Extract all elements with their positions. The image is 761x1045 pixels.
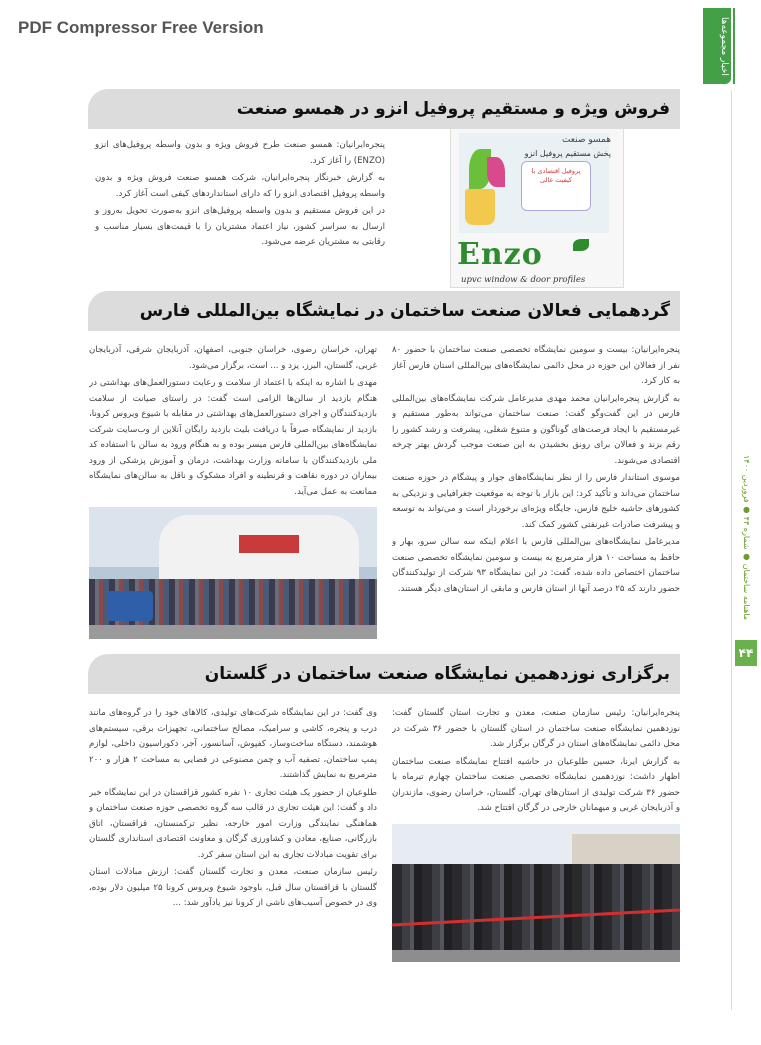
enzo-ad: [450, 128, 624, 288]
paragraph: مهدی با اشاره به اینکه با اعتماد از سلامت و رعایت دستورالعمل‌های بهداشتی در هنگام بازدید از سالن‌ها الزامی است گفت: در راستای صیانت از سلامت بازدیدکنندگان و اجرای دستورالعمل‌های بهداشتی در مقابله با شیوع ویروس کرونا، بازدید از نمایشگاه صرفاً با دریافت بلیت بازدید رایگان آنلاین از وب‌سایت شرکت نمایشگاه‌های بین‌المللی فارس میسر بوده و به هنگام ورود به سالن با استفاده کد ملی بازدیدکنندگان با سامانه وزارت بهداشت، درمان و آموزش پزشکی از ورود بیماران در دوره نقاهت و قرنطینه و افراد مشکوک و ناقل به سالن‌های نمایشگاه ممانعت به عمل می‌آید.: [89, 378, 377, 497]
photo-ground: [89, 625, 377, 639]
ad-poster-title: همسو صنعت: [561, 135, 611, 145]
paragraph: رئیس سازمان صنعت، معدن و تجارت گلستان گفت: ارزش مبادلات استان گلستان با قزاقستان سال قبل، باوجود شیوع ویروس کرونا ۲۵ میلیون دلار بوده، وی در خصوص آسیب‌های ناشی از کرونا نیز یادآور شد: ...: [89, 867, 377, 908]
ribbon-cutting-photo: [392, 824, 680, 962]
paragraph: به گزارش ایرنا، حسین طلوعیان در حاشیه افتتاح نمایشگاه صنعت ساختمان اظهار داشت: نوزدهمین نمایشگاه تخصصی صنعت ساختمان چهارم تیرماه با حضور ۳۶ شرکت تولیدی از استان‌های تهران، گلستان، خراسان رضوی، مازندران و آذربایجان غربی و میهمانان خارجی در گرگان افتتاح شد.: [392, 756, 680, 813]
article2-col-right: [392, 343, 680, 643]
article1-title: فروش ویژه و مستقیم پروفیل انزو در همسو صنعت: [236, 99, 670, 119]
side-rule: [731, 90, 732, 1010]
ad-pot: [465, 189, 495, 225]
article1-banner: [88, 89, 680, 129]
section-tab-label: اخبار مجموعه‌ها: [719, 16, 729, 76]
paragraph: طلوعیان از حضور یک هیئت تجاری ۱۰ نفره کشور قزاقستان در این نمایشگاه خبر داد و گفت: این هیئت تجاری در قالب سه گروه تخصصی حوزه صنعت ساختمان و هماهنگی نمایندگی وزارت امور خارجه، نظیر ترکمنستان، قزاقستان، اتاق بازرگانی، صنایع، معادن و کشاورزی گرگان و معاونت اقتصادی استانداری گلستان برای تقویت مبادلات تجاری به این استان سفر کرد.: [89, 787, 377, 860]
article2-col-left: [89, 343, 377, 501]
paragraph: مدیرعامل نمایشگاه‌های بین‌المللی فارس با اعلام اینکه سه سالن سرو، بهار و حافظ به مساحت ۱۰ هزار مترمربع به بیست و سومین نمایشگاه تخصصی صنعت ساختمان اختصاص داده شده، گفت: در این نمایشگاه ۹۳ شرکت از تولیدکنندگان حضور دارند که ۲۵ درصد آنها از استان فارس و مابقی از استان‌های دیگر هستند.: [392, 537, 680, 594]
ad-poster-subtitle: پخش مستقیم پروفیل انزو: [524, 149, 611, 158]
page-number: ۴۴: [735, 640, 757, 666]
ad-card-text: پروفیل اقتصادی با کیفیت عالی: [531, 167, 581, 184]
paragraph: وی گفت: در این نمایشگاه شرکت‌های تولیدی، کالاهای خود را در گروه‌های مانند درب و پنجره، کاشی و سرامیک، مصالح ساختمانی، تجهیزات برقی، سیستم‌های هوشمند، دستگاه ساخت‌وساز، کفپوش، آسانسور، آجر، دکوراسیون داخلی، لوازم پمپ ساختمان، تصفیه آب و چمن مصنوعی در فضایی به مساحت ۲ هزار و ۲۰۰ مترمربع به نمایش گذاشتند.: [89, 708, 377, 780]
enzo-logo: Enzo: [457, 237, 543, 272]
paragraph: پنجره‌ایرانیان: رئیس سازمان صنعت، معدن و تجارت استان گلستان گفت: نوزدهمین نمایشگاه صنعت ساختمان در استان گلستان با حضور ۳۶ شرکت در محل دائمی نمایشگاه‌های استان در گرگان برگزار شد.: [392, 708, 680, 749]
enzo-leaf-icon: [573, 239, 589, 251]
ad-leaf-pink: [487, 157, 505, 187]
photo-people: [392, 864, 680, 952]
paragraph: به گزارش خبرنگار پنجره‌ایرانیان، شرکت همسو صنعت فروش ویژه و بدون واسطه پروفیل اقتصادی انزو را که دارای استانداردهای کیفی است آغاز کرد.: [95, 173, 385, 199]
section-tab: [703, 8, 731, 84]
paragraph: به گزارش پنجره‌ایرانیان محمد مهدی مدیرعامل شرکت نمایشگاه‌های بین‌المللی فارس در این گفت‌وگو گفت: صنعت ساختمان می‌تواند به‌طور مستقیم و غیرمستقیم با ایجاد فرصت‌های گوناگون و متنوع شغلی، پیشرفت و رشد کشور را رقم بزند و فعالان برای رونق بخشیدن به این صنعت موجب گردش بهتر چرخه اقتصادی می‌شوند.: [392, 393, 680, 466]
paragraph: پنجره‌ایرانیان: همسو صنعت طرح فروش ویژه و بدون واسطه پروفیل‌های انزو (ENZO) را آغاز کرد.: [95, 140, 385, 166]
article3-col-right: [392, 706, 680, 818]
watermark-text: PDF Compressor Free Version: [18, 18, 264, 37]
article1-body: [95, 138, 385, 283]
enzo-tagline: upvc window & door profiles: [461, 275, 586, 285]
article3-col-left: [89, 706, 377, 968]
paragraph: در این فروش مستقیم و بدون واسطه پروفیل‌های انزو به‌صورت تحویل به‌روز و ارسال به سراسر کشور، نیاز اعتماد مشتریان را با قیمت‌های بسیار مناسب و رقابتی به مشتریان عرضه می‌شود.: [95, 206, 385, 247]
photo-tractor: [107, 591, 153, 621]
exhibition-photo: [89, 507, 377, 639]
article2-banner: [88, 291, 680, 331]
article3-banner: [88, 654, 680, 694]
paragraph: موسوی استاندار فارس را از نظر نمایشگاه‌های جوار و پیشگام در حوزه صنعت ساختمان می‌داند و تأکید کرد: این بازار با توجه به موقعیت جغرافیایی و نزدیکی به کشورهای حاشیه خلیج فارس، جایگاه ویژه‌ای برخوردار است و می‌تواند به توسعه و پیشرفت صادرات غیرنفتی کشور کمک کند.: [392, 473, 680, 530]
paragraph: تهران، خراسان رضوی، خراسان جنوبی، اصفهان، آذربایجان شرقی، آذربایجان غربی، گلستان، البرز، یزد و ... است، برگزار می‌شود.: [89, 345, 377, 371]
side-tab-line: [733, 8, 735, 84]
photo-banner: [239, 535, 299, 553]
article3-title: برگزاری نوزدهمین نمایشگاه صنعت ساختمان در گلستان: [204, 664, 670, 684]
side-caption: ماهنامه ساختمان ● شماره ۴۴ ● فروردین ۱۴۰۰: [742, 454, 751, 620]
photo-floor: [392, 950, 680, 962]
paragraph: پنجره‌ایرانیان: بیست و سومین نمایشگاه تخصصی صنعت ساختمان با حضور ۸۰ نفر از فعالان این حوزه در محل دائمی نمایشگاه‌های بین‌المللی استان فارس آغاز به کار کرد.: [392, 345, 680, 386]
article2-title: گردهمایی فعالان صنعت ساختمان در نمایشگاه بین‌المللی فارس: [139, 301, 670, 321]
